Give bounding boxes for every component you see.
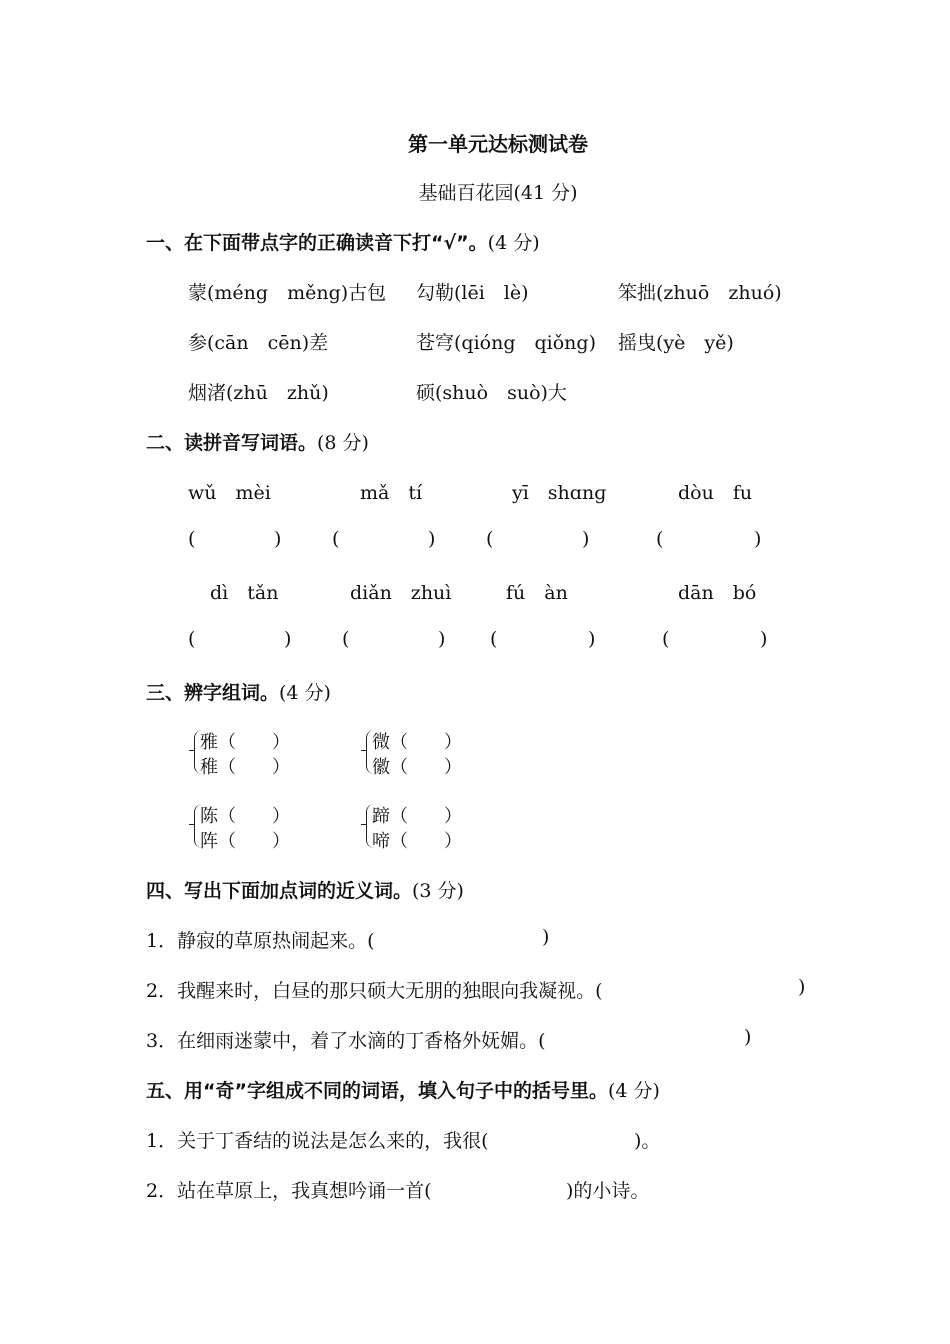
char-pair-item: 微（ ） [372,732,462,753]
answer-close: ) [582,528,590,550]
s4-question-3: 3．在细雨迷蒙中，着了水滴的丁香格外妩媚。( [146,1030,546,1052]
s4-question-3-close: ) [744,1026,752,1048]
section-3-heading [146,678,331,705]
answer-close: ) [438,628,446,650]
pinyin-4: dòu fu [678,482,753,504]
section-1-heading [146,228,540,255]
s1-item-4: 参(cān cēn)差 [188,332,329,354]
answer-close: ) [588,628,596,650]
section-3-score: (4 分) [279,682,331,704]
section-5-title: 五、用“奇”字组成不同的词语，填入句子中的括号里。 [146,1080,608,1102]
pinyin-1: wǔ mèi [188,482,271,504]
answer-close: ) [754,528,762,550]
section-4-title: 四、写出下面加点词的近义词。 [146,880,413,902]
char-pair-item: 啼（ ） [372,831,462,852]
answer-open: ( [490,628,498,650]
pinyin-3: yī shɑnɡ [512,482,607,504]
s5-question-1: 1．关于丁香结的说法是怎么来的，我很( [146,1130,489,1152]
pinyin-7: fú àn [506,582,568,604]
section-2-score: (8 分) [317,432,369,454]
section-1-title: 一、在下面带点字的正确读音下打“√”。 [146,232,488,254]
s1-item-5: 苍穹(qióng qiǒng) [416,332,596,354]
s1-item-2: 勾勒(lēi lè) [416,282,529,304]
char-pair-item: 蹄（ ） [372,806,462,827]
answer-open: ( [662,628,670,650]
section-4-score: (3 分) [412,880,464,902]
answer-close: ) [274,528,282,550]
s4-question-2-close: ) [798,976,806,998]
answer-open: ( [486,528,494,550]
section-4-heading [146,876,464,903]
answer-close: ) [428,528,436,550]
section-subtitle: 基础百花园(41 分) [418,182,578,204]
pinyin-2: mǎ tí [360,482,423,504]
answer-open: ( [342,628,350,650]
section-1-score: (4 分) [487,232,540,254]
s4-question-1: 1．静寂的草原热闹起来。( [146,930,375,952]
pinyin-8: dān bó [678,582,757,604]
pinyin-6: diǎn zhuì [350,582,452,604]
answer-open: ( [332,528,340,550]
char-pair-item: 阵（ ） [200,831,290,852]
answer-close: ) [760,628,768,650]
pinyin-5: dì tǎn [210,582,279,604]
s1-item-1: 蒙(méng měng)古包 [188,282,387,304]
answer-close: ) [284,628,292,650]
page-title: 第一单元达标测试卷 [408,132,588,156]
section-5-score: (4 分) [607,1080,660,1102]
char-pair-item: 徽（ ） [372,757,462,778]
answer-open: ( [656,528,664,550]
s4-question-1-close: ) [542,926,550,948]
section-5-heading [146,1076,660,1103]
section-2-heading [146,428,369,455]
answer-open: ( [188,528,196,550]
s5-question-2-close: )的小诗。 [566,1180,650,1202]
s1-item-6: 摇曳(yè yě) [618,332,734,354]
s1-item-8: 硕(shuò suò)大 [416,382,567,404]
section-3-title: 三、辨字组词。 [146,682,280,704]
s1-item-3: 笨拙(zhuō zhuó) [618,282,782,304]
section-2-title: 二、读拼音写词语。 [146,432,318,454]
s1-item-7: 烟渚(zhū zhǔ) [188,382,329,404]
answer-open: ( [188,628,196,650]
char-pair-item: 雅（ ） [200,732,290,753]
s5-question-1-close: )。 [634,1130,661,1152]
s4-question-2: 2．我醒来时，白昼的那只硕大无朋的独眼向我凝视。( [146,980,603,1002]
char-pair-item: 稚（ ） [200,757,290,778]
s5-question-2: 2．站在草原上，我真想吟诵一首( [146,1180,432,1202]
char-pair-item: 陈（ ） [200,806,290,827]
